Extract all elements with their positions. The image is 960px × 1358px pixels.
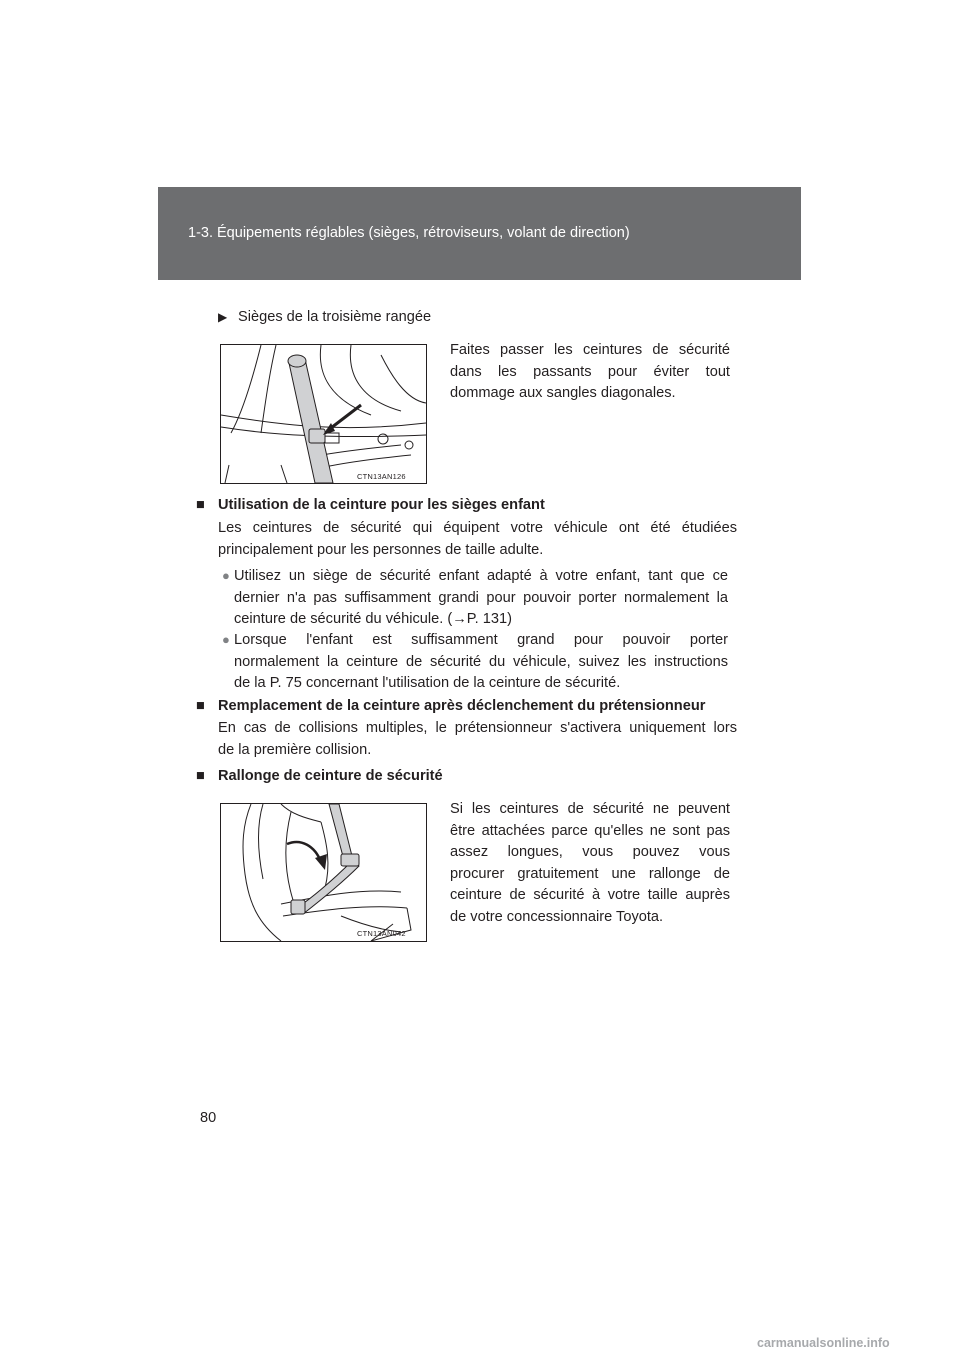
paragraph-line: ceinture de sécurité à votre taille auprès [450,887,730,903]
paragraph-line: Faites passer les ceintures de sécurité [450,342,730,358]
bullet-icon: ● [222,568,230,583]
paragraph-line: Lorsque l'enfant est suffisamment grand pour pouvoir porter [234,632,728,648]
child-seat-heading-text: Utilisation de la ceinture pour les sièges enfant [218,497,545,513]
third-row-seatbelt-figure [220,344,427,484]
triangle-marker-icon: ▶ [218,310,228,324]
paragraph-line: dernier n'a pas suffisamment grandi pour pouvoir porter normalement la [234,589,728,606]
section-header-bar [158,187,801,280]
paragraph-line: normalement la ceinture de sécurité du véhicule, suivez les instructions [234,653,728,670]
paragraph-line: de la P. 75 concernant l'utilisation de la ceinture de sécurité. [234,675,621,691]
third-row-title: Sièges de la troisième rangée [238,309,432,325]
pretensioner-heading [196,696,705,718]
paragraph-line: dommage aux sangles diagonales. [450,385,676,401]
figure-code: CTN13AN126 [357,472,406,481]
extender-heading-text: Rallonge de ceinture de sécurité [218,768,443,784]
square-marker-icon: ■ [196,497,205,513]
paragraph-line: de votre concessionnaire Toyota. [450,908,664,925]
paragraph-line: assez longues, vous pouvez vous [450,844,730,860]
child-seat-bullet-1 [234,566,728,631]
paragraph-line: procurer gratuitement une rallonge de [450,865,730,882]
section-title: 1-3. Équipements réglables (sièges, rétroviseurs, volant de direction) [188,225,630,241]
page-number: 80 [200,1110,217,1126]
seatbelt-extender-illustration [221,804,426,941]
child-seat-bullet-2 [234,630,728,695]
square-marker-icon: ■ [196,768,205,784]
paragraph-line: En cas de collisions multiples, le prétensionneur s'activera uniquement lors [218,720,737,736]
bullet-icon: ● [222,632,230,647]
extender-paragraph [450,799,730,928]
square-marker-icon: ■ [196,698,205,714]
third-row-paragraph [450,340,730,405]
paragraph-line: principalement pour les personnes de taille adulte. [218,541,544,558]
paragraph-line: dans les passants pour éviter tout [450,363,730,380]
paragraph-line: Les ceintures de sécurité qui équipent votre véhicule ont été étudiées [218,520,737,536]
paragraph-line: Utilisez un siège de sécurité enfant adapté à votre enfant, tant que ce [234,568,728,584]
paragraph-line: ceinture de sécurité du véhicule. (→P. 131) [234,611,512,627]
paragraph-line: être attachées parce qu'elles ne sont pas [450,822,730,839]
child-seat-paragraph [218,518,737,561]
figure-code: CTN13AN042 [357,929,406,938]
third-row-heading [218,307,431,329]
paragraph-line: de la première collision. [218,741,372,758]
extender-heading [196,766,443,788]
pretensioner-heading-text: Remplacement de la ceinture après déclenchement du prétensionneur [218,698,706,714]
pretensioner-paragraph [218,718,737,761]
seatbelt-loop-illustration [221,345,426,483]
seatbelt-extender-figure [220,803,427,942]
watermark: carmanualsonline.info [757,1336,890,1350]
paragraph-line: Si les ceintures de sécurité ne peuvent [450,801,730,817]
child-seat-heading [196,495,545,517]
